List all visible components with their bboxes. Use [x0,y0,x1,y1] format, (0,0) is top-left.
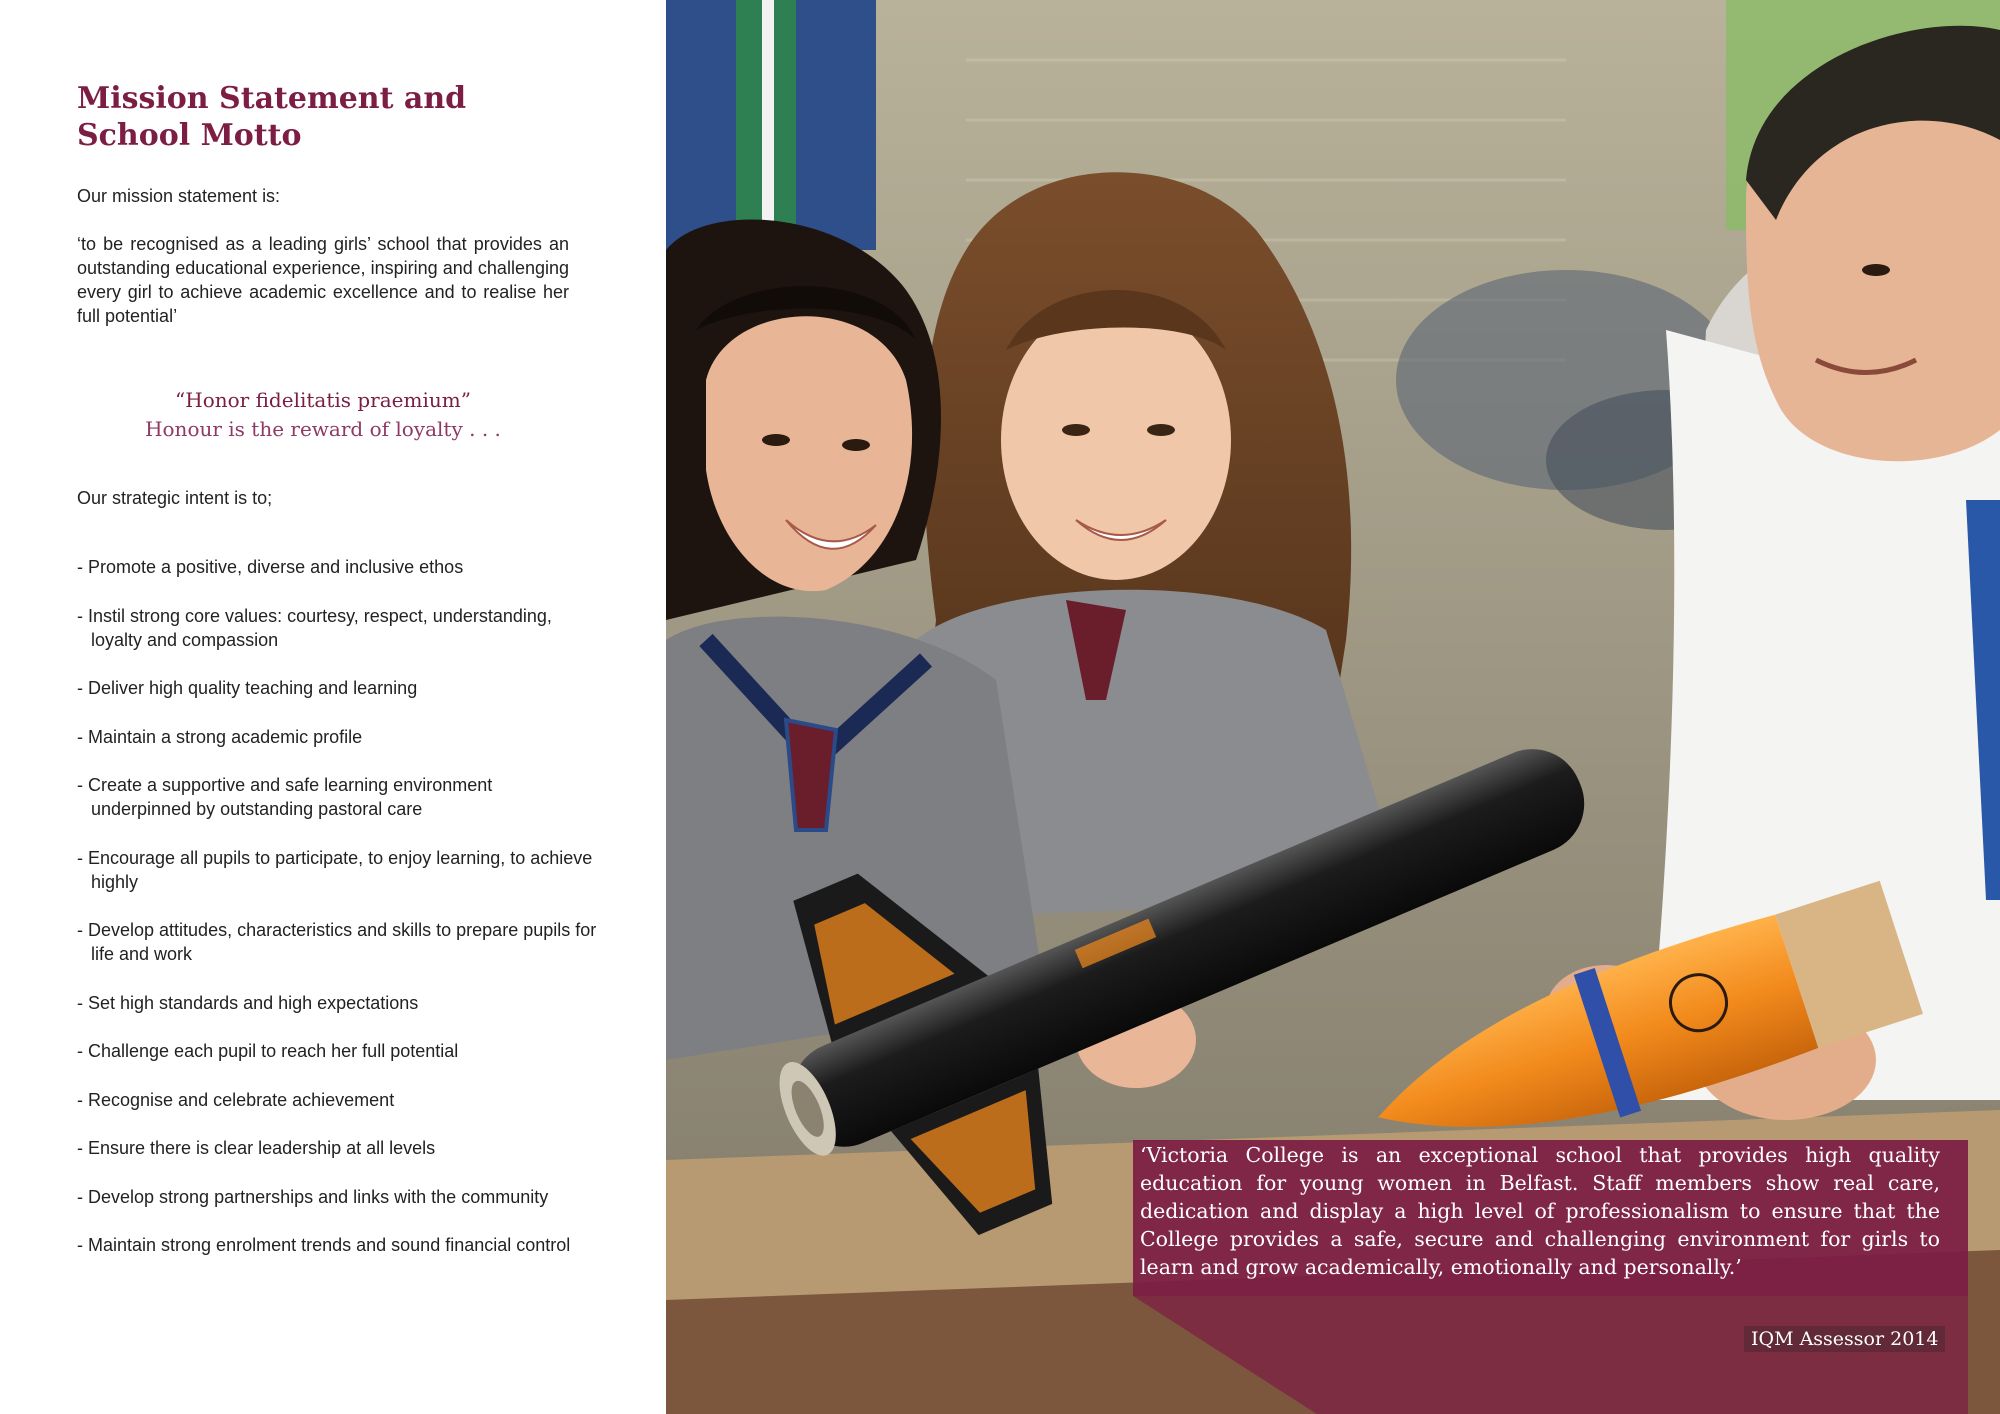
list-item: - Encourage all pupils to participate, to enjoy learning, to achieve highly [77,847,593,892]
motto-english: Honour is the reward of loyalty . . . [145,417,501,441]
list-item: - Create a supportive and safe learning environment underpinned by outstanding pastoral care [77,775,493,819]
mission-statement: ‘to be recognised as a leading girls’ school that provides an outstanding educational experience, inspiring and challenging every girl to achieve academic excellence and to realise her full potential’ [77,234,569,326]
list-item: - Develop strong partnerships and links with the community [77,1186,549,1207]
list-item: - Maintain strong enrolment trends and sound financial control [77,1235,571,1255]
mission-intro: Our mission statement is: [77,186,281,206]
page-title-line-2: School Motto [77,118,302,153]
text-column [0,0,666,1414]
list-item: - Instil strong core values: courtesy, respect, understanding, loyalty and compassion [77,605,552,650]
list-item: - Challenge each pupil to reach her full potential [77,1041,459,1061]
list-item: - Ensure there is clear leadership at all levels [77,1138,436,1158]
motto-latin: “Honor fidelitatis praemium” [175,388,471,412]
list-item: - Maintain a strong academic profile [77,726,363,747]
quote-attribution: IQM Assessor 2014 [1744,1326,1945,1352]
school-motto [77,386,569,444]
strategic-intro: Our strategic intent is to; [77,488,273,508]
strategic-intent-list [77,555,597,1282]
list-item: - Deliver high quality teaching and learning [77,678,418,698]
list-item: - Set high standards and high expectations [77,992,419,1013]
list-item: - Recognise and celebrate achievement [77,1089,395,1110]
page-title-line-1: Mission Statement and [77,81,467,116]
page-title [77,80,637,154]
list-item: - Promote a positive, diverse and inclusive ethos [77,557,464,577]
list-item: - Develop attitudes, characteristics and skills to prepare pupils for life and work [77,920,597,964]
assessor-quote: ‘Victoria College is an exceptional school that provides high quality education for young women in Belfast. Staff members show real care, dedication and display a high level of professionalism to ensure that the College provides a safe, secure and challenging environment for girls to learn and grow academically, emotionally and personally.’ [1140,1143,1940,1279]
